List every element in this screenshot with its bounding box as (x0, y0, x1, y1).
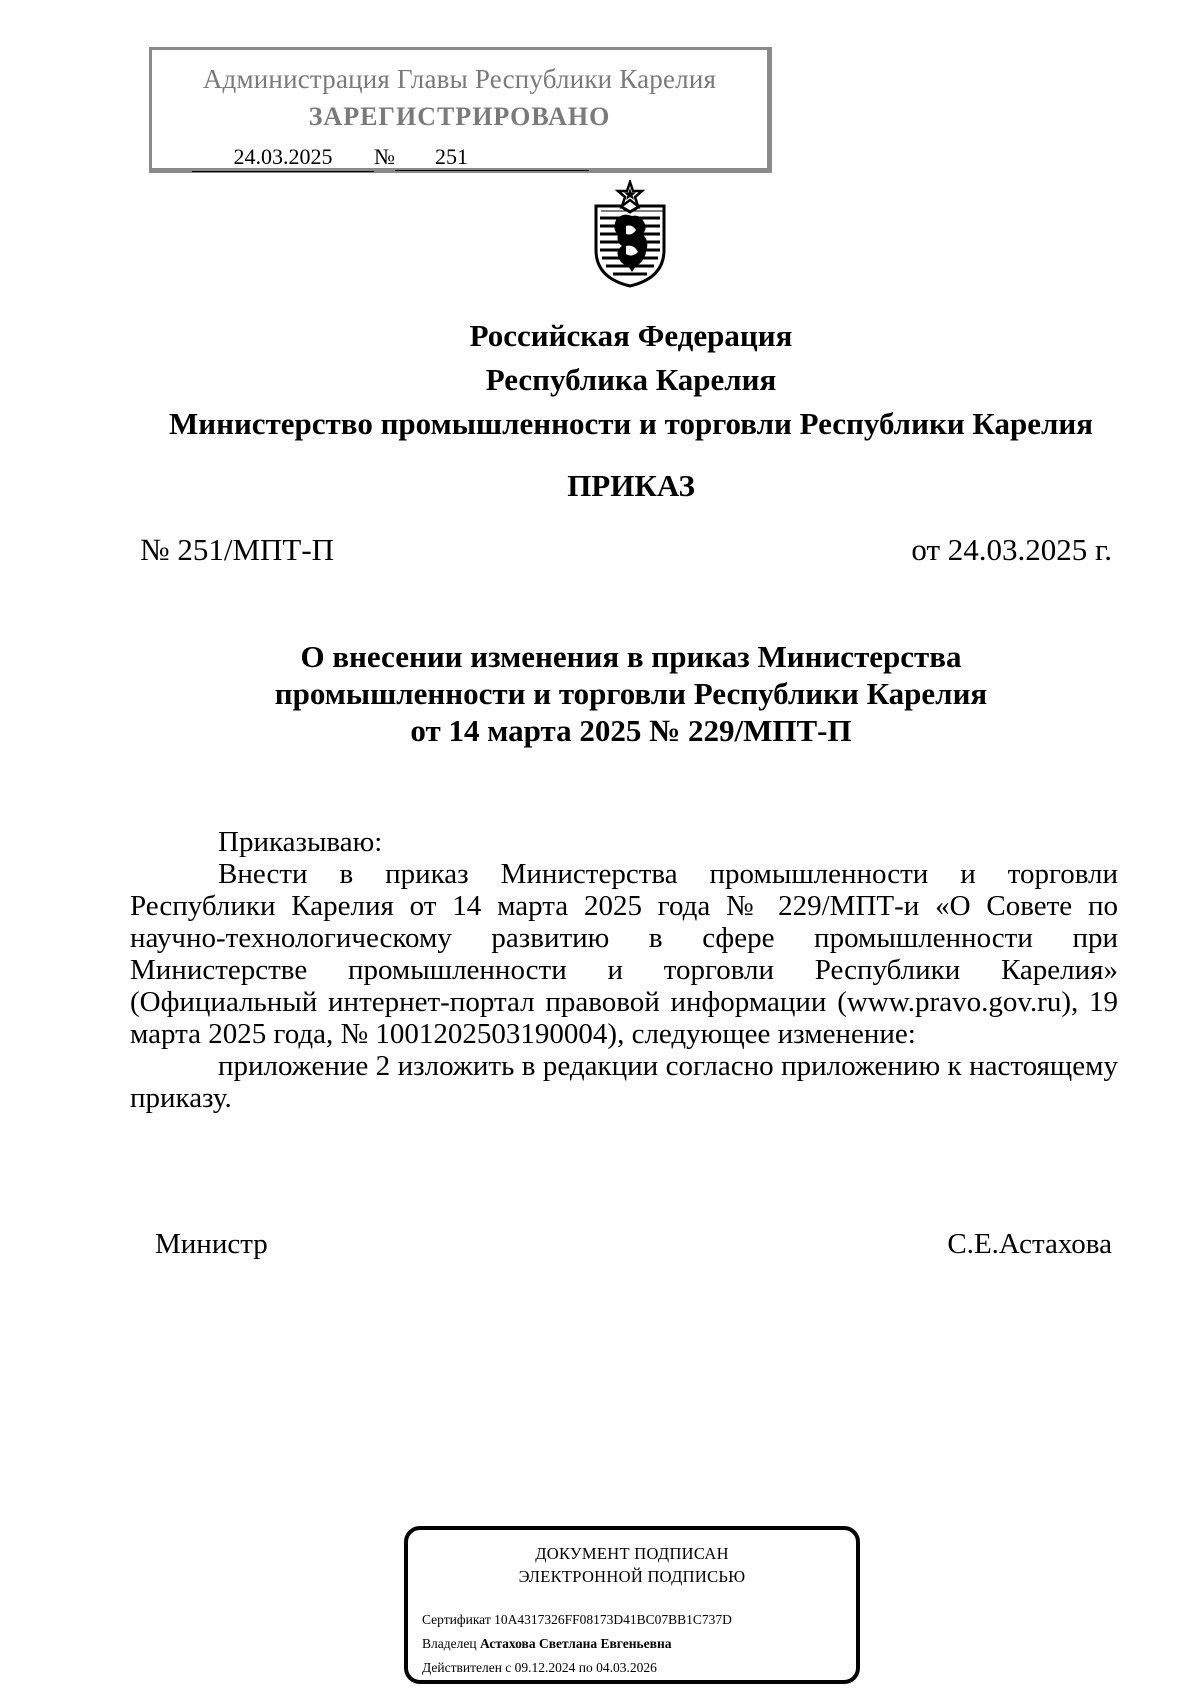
registration-stamp (149, 47, 772, 173)
order-body (130, 826, 1118, 1114)
signatory-name: С.Е.Астахова (947, 1228, 1112, 1260)
esig-valid-label: Действителен с (422, 1660, 512, 1675)
esig-owner (422, 1636, 671, 1652)
document-type: ПРИКАЗ (567, 468, 695, 503)
esig-valid-to: 04.03.2026 (596, 1660, 657, 1675)
esig-validity (422, 1660, 657, 1676)
registration-status: ЗАРЕГИСТРИРОВАНО (308, 102, 611, 131)
body-paragraph-1: Внести в приказ Министерства промышленности и торговли Республики Карелия от 14 марта 2025 года № 229/МПТ-и «О Совете по научно-технологическому развитию в сфере промышленности при Министерстве промышленности и торговли Республики Карелия» (Официальный интернет-портал правовой информации (www.pravo.gov.ru), 19 марта 2025 года, № 1001202503190004), следующее изменение: (130, 858, 1118, 1050)
body-intro: Приказываю: (218, 826, 383, 858)
signatory-position: Министр (155, 1228, 268, 1260)
esig-certificate-label: Сертификат (422, 1612, 491, 1627)
subject-line-1: О внесении изменения в приказ Министерства (300, 639, 962, 674)
header-country: Российская Федерация (469, 318, 793, 353)
subject-line-2: промышленности и торговли Республики Карелия (274, 676, 988, 711)
esig-valid-from: 09.12.2024 (514, 1660, 576, 1675)
body-paragraph-2: приложение 2 изложить в редакции согласно приложению к настоящему приказу. (130, 1050, 1118, 1114)
esig-title-line-2: ЭЛЕКТРОННОЙ ПОДПИСЬЮ (518, 1567, 746, 1586)
registration-details (192, 144, 589, 172)
esig-certificate-value: 10A4317326FF08173D41BC07BB1C737D (494, 1612, 732, 1627)
esig-owner-label: Владелец (422, 1636, 477, 1651)
order-date: от 24.03.2025 г. (911, 532, 1112, 567)
header-ministry: Министерство промышленности и торговли Республики Карелия (168, 406, 1094, 441)
registration-number: 251 (395, 144, 589, 171)
order-subject (0, 638, 1200, 749)
electronic-signature-stamp (404, 1526, 860, 1684)
subject-line-3: от 14 марта 2025 № 229/МПТ-П (410, 713, 852, 748)
order-number: № 251/МПТ-П (140, 532, 335, 567)
registration-authority: Администрация Главы Республики Карелия (202, 64, 717, 94)
esig-owner-value: Астахова Светлана Евгеньевна (479, 1636, 672, 1651)
header-region: Республика Карелия (485, 362, 777, 397)
esig-valid-to-label: по (578, 1660, 593, 1675)
esig-certificate (422, 1612, 732, 1628)
coat-of-arms-icon (586, 180, 674, 290)
registration-date: 24.03.2025 (192, 144, 374, 172)
registration-number-label: № (374, 144, 395, 169)
esig-title-line-1: ДОКУМЕНТ ПОДПИСАН (535, 1544, 729, 1563)
